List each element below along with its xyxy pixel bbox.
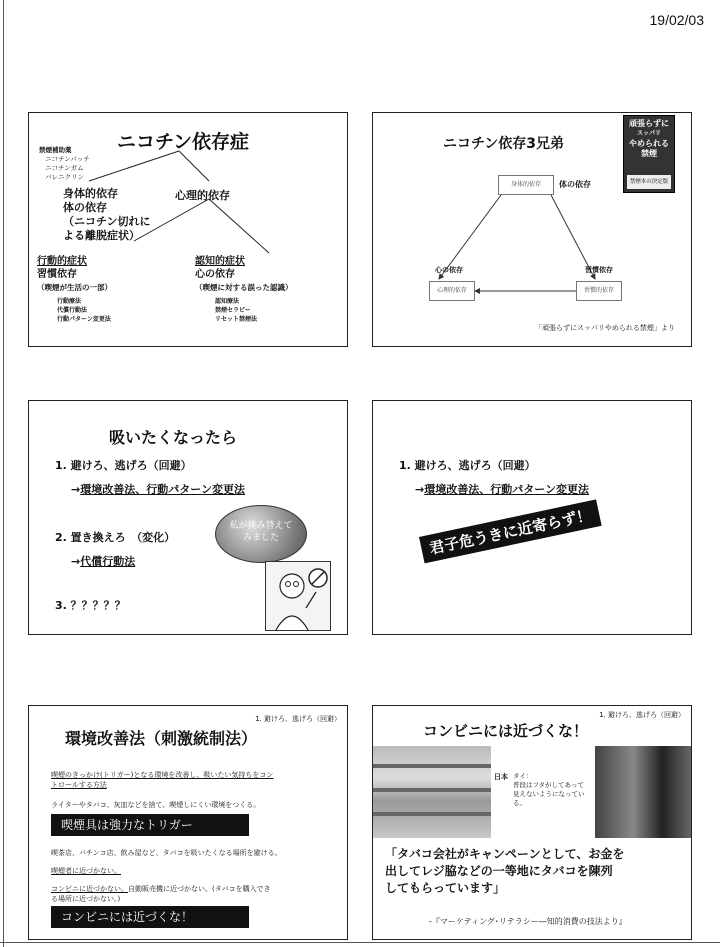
slide1-cognitive-methods [215,297,257,324]
cognitive-line: 心の依存 [195,269,235,280]
behavioral-line: （喫煙が生活の一部） [37,283,112,292]
caption-japan: 日本 [494,773,508,781]
book-title-line: 頑張らずに [629,119,669,128]
slide6-title: コンビニには近づくな！ [423,722,589,740]
slide2-source: 「頑張らずにスッパリやめられる禁煙」より [535,324,675,332]
slide5-line1: ライターやタバコ、灰皿などを捨て、喫煙しにくい環境をつくる。 [51,801,261,809]
slide4-item1: 1. 避けろ、逃げろ（回避） [399,459,536,472]
cognitive-line: （喫煙に対する誤った認識） [195,283,293,292]
slide-avoid-convenience-store [372,705,692,940]
slide1-behavioral-methods [57,297,111,324]
box-physical: 身体的依存 [498,175,554,195]
aid-item: ニコチンガム [45,164,84,172]
physical-line: （ニコチン切れに [63,215,151,228]
slide-avoid-temptation [372,400,692,635]
method-item: リセット禁煙法 [215,316,257,323]
slide6-quote [385,846,624,897]
proverb-banner: 君子危うきに近寄らず！ [419,499,602,563]
slide3-item3: 3. ？？？？？ [55,599,126,612]
slide5-definition [51,770,273,790]
physical-line: 身体的依存 [63,187,118,200]
slide-three-dependencies [372,112,692,347]
method-item: 行動パターン変更法 [57,316,111,323]
method-item: 禁煙セラピー [215,307,251,314]
slide1-physical [63,187,150,243]
slide-when-craving [28,400,348,635]
slide3-item1-sub [71,481,245,497]
slide1-title: ニコチン依存症 [117,131,250,153]
slide6-source: -『マーケティング･リテラシー―知的消費の技法より』 [429,917,627,926]
label-habit: 習慣依存 [585,266,613,274]
definition-line: 喫煙のきっかけ(トリガー)となる環境を改善し、吸いたい気持ちをコン [51,771,274,779]
slide5-corner: 1. 避けろ、逃げろ（回避） [255,715,341,723]
slide4-item1-sub [415,481,589,497]
box-habitual: 習慣的依存 [576,281,622,301]
slide6-corner: 1. 避けろ、逃げろ（回避） [599,711,685,719]
slide3-item2-sub [71,553,135,569]
method-item: 代償行動法 [57,307,88,314]
caption-line: 普段はフタがしてあって [513,781,584,789]
quote-line: 出してレジ脇などの一等地にタバコを陳列 [385,864,613,878]
aid-item: バレニクリン [45,173,84,181]
method-names: 環境改善法、行動パターン変更法 [424,483,589,496]
caption-thailand [513,772,585,808]
arrow-prefix: → [71,483,81,496]
behavioral-line: 習慣依存 [37,269,77,280]
slide1-cognitive [195,255,293,294]
physical-line: よる離脱症状） [63,229,140,242]
convenience-store-banner: コンビニには近づくな！ [51,906,249,928]
caption-line: 見えないようになってい [513,790,585,798]
page-date: 19/02/03 [649,12,704,28]
doctor-icon [266,562,332,632]
box-psychological: 心理的依存 [429,281,475,301]
definition-line: トロールする方法 [51,781,107,789]
book-title-line: スッパリ [637,130,661,137]
store-shelf-photo-thailand [595,746,691,838]
label-mind: 心の依存 [435,266,463,274]
slide5-line2: 喫茶店、パチンコ店、飲み屋など、タバコを吸いたくなる場所を避ける。 [51,849,282,857]
physical-line: 体の依存 [63,201,107,214]
arrow-prefix: → [71,555,81,568]
quote-line: 「タバコ会社がキャンペーンとして、お金を [385,847,625,861]
label-body: 体の依存 [559,180,591,189]
book-title-line: やめられる [629,139,669,148]
caption-line: タイ： [513,772,533,780]
slide1-behavioral [37,255,112,294]
slide5-line3: 喫煙者に近づかない。 [51,867,121,875]
slide1-aids-heading: 禁煙補助薬 [39,146,72,154]
slide5-title: 環境改善法（刺激統制法） [65,729,258,748]
method-item: 認知療法 [215,298,240,305]
cognitive-line: 認知的症状 [195,256,245,267]
line4-part: る場所に近づかない。) [51,895,121,903]
slide3-item1: 1. 避けろ、逃げろ（回避） [55,459,192,472]
line4-part: コンビニに近づかない。 [51,885,128,893]
method-names: 代償行動法 [80,555,136,568]
slide3-title: 吸いたくなったら [109,428,238,447]
speech-bubble [215,505,307,563]
method-item: 行動療法 [57,298,82,305]
page-left-border [3,0,4,947]
slide-nicotine-dependence [28,112,348,347]
arrow-prefix: → [415,483,425,496]
slide2-title: ニコチン依存3兄弟 [443,136,565,152]
bubble-line: 私が挑み替えて [229,521,293,531]
slide-environment-improvement [28,705,348,940]
caption-line: る。 [513,799,526,807]
behavioral-line: 行動的症状 [37,256,87,267]
book-subtitle: 禁煙本の決定版 [627,175,671,189]
line4-part: 自動販売機に近づかない。(タバコを購入でき [128,885,271,893]
method-names: 環境改善法、行動パターン変更法 [80,483,245,496]
book-title-line: 禁煙 [641,149,657,158]
slide3-item2: 2. 置き換えろ （変化） [55,531,176,544]
store-shelf-photo-japan [373,746,491,838]
page-bottom-border [0,942,720,943]
doctor-illustration [265,561,331,631]
quote-line: してもらっています」 [385,881,506,895]
bubble-line: みました [242,533,279,543]
slide5-line4 [51,884,271,904]
aid-item: ニコチンパッチ [45,155,90,163]
book-cover-image [623,115,675,193]
slide1-psychological: 心理的依存 [175,189,230,202]
slide1-aids-list [45,155,90,182]
trigger-banner: 喫煙具は強力なトリガー [51,814,249,836]
